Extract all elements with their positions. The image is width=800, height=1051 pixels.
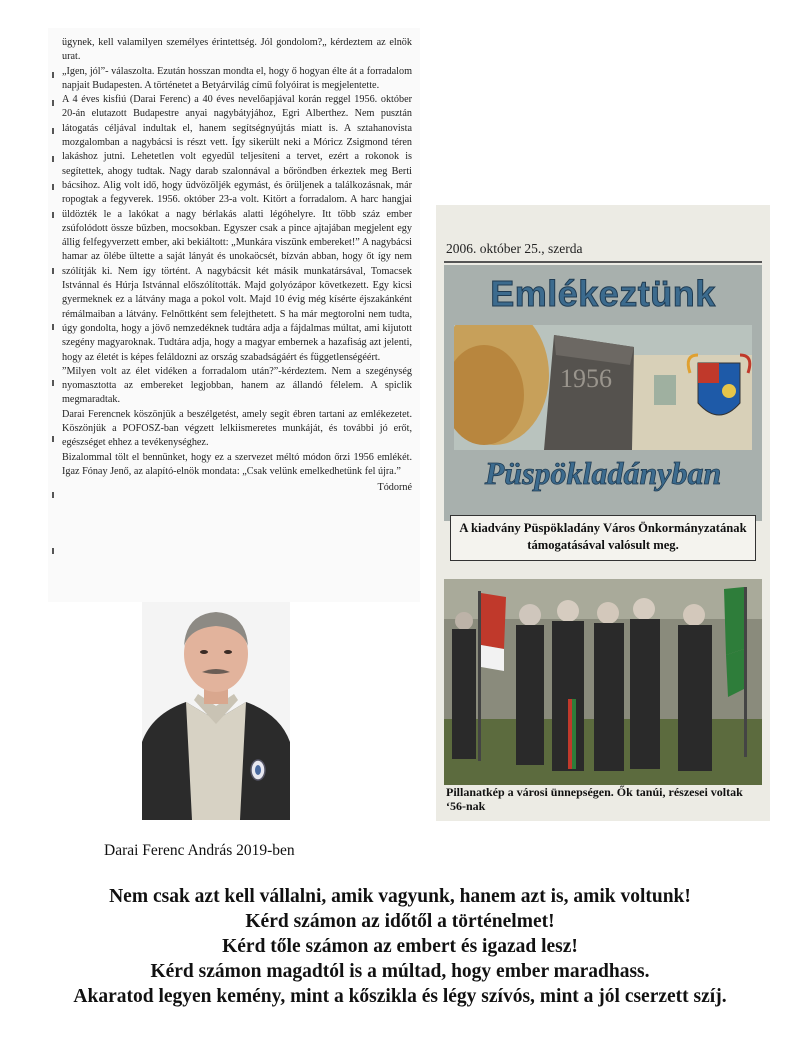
quote-line: Akaratod legyen kemény, mint a kőszikla és légy szívós, mint a jól cserzett szíj. — [73, 986, 727, 1007]
quote-line: Nem csak azt kell vállalni, amik vagyunk, hanem azt is, amik voltunk! — [109, 886, 691, 907]
ceremony-photo — [444, 579, 762, 785]
article-paragraph: Darai Ferencnek köszönjük a beszélgetést, amely segít ébren tartani az emlékezetet. Köszönjük a POFOSZ-ban végzett lelkiismeretes munkáját, és további jó erőt, egészséget ehhez a tevékenységhez. — [62, 408, 412, 449]
monument-year: 1956 — [560, 364, 612, 393]
clipping-rule — [444, 261, 762, 263]
article-signature: Tódorné — [377, 482, 412, 494]
article-paragraph: ügynek, kell valamilyen személyes érintettség. Jól gondolom?„ kérdeztem az elnök urat. — [62, 37, 412, 63]
article-paragraph: A 4 éves kisfiú (Darai Ferenc) a 40 éves nevelőapjával korán reggel 1956. október 20-án elutazott Budapestre anyai nagybátyjához, Egri Alberthez. Nem pusztán látogatás céljával indultak el, hanem segítségnyújtás miatt is. A sztahanovista mozgalomban a nagybácsi is részt vett. Így sikerült neki a Móricz Zsigmond téren lakáshoz jutni. Lehetetlen volt egyedül teljesíteni a tervet, ezért a rokonok is segítettek, ahogy tudtak. Nagy darab szalonnával a bőröndben érkeztek meg Berti bácsihoz. Alig volt idő, hogy üdvözöljék egymást, és örüljenek a találkozásnak, már ropogtak a fegyverek. 1956. október 23-a volt. Kitört a forradalom. A harc hangjai üldözték le a lakókat a nagy bérlakás alatti légóhelyre. Itt több száz ember zsúfolódott össze bűzben, mocsokban. Egyszer csak a pince ajtajában megjelent egy állig felfegyverzett ember, aki bekiáltott: „Munkára viszünk embereket!” A nagybácsi hamar az ölébe ültette a saját lányát és unokaöcsét, bízván abban, hogy őt így nem szólítják ki. Nem így történt. A nagybácsit két másik munkatársával, Tomacsek Istvánnal és Húrja Istvánnal előszólították. Majd golyózápor következett. Egy kicsi gyermeknek ez a látvány maga a pokol volt. Majd 10 évig még kísérte éjszakánként rémálmaiban a látvány. Felnőttként sem felejthetett. S ha már megtorolni nem tudta, úgy gondolta, hogy a jövő nemzedéknek tudtára adja a fájdalmas múltat, ami kijutott szegény magyaroknak. Tudtára adja, hogy a magyar embernek a hazafiság azt jelenti, hogy az életét is képes feláldozni az ország szabadságáért és függetlenségéért. — [62, 94, 412, 363]
quote-line: Kérd számon az időtől a történelmet! — [245, 911, 555, 932]
monument-photo — [454, 325, 752, 450]
quote-line: Kérd tőle számon az embert és igazad lesz! — [222, 936, 578, 957]
newspaper-clipping — [436, 205, 770, 821]
article-body — [48, 36, 420, 479]
masthead-title: Emlékeztünk — [490, 273, 716, 314]
margin-marks — [52, 72, 58, 552]
masthead-subtitle: Püspökladányban — [484, 455, 722, 491]
subsidy-note: A kiadvány Püspökladány Város Önkormányzatának támogatásával valósult meg. — [450, 515, 756, 561]
clipping-date: 2006. október 25., szerda — [446, 241, 583, 256]
article-paragraph: ”Milyen volt az élet vidéken a forradalom után?”-kérdeztem. Nem a szegénység nyomasztotta az embereket legjobban, hanem az állandó félelem. A spiclik megmaradtak. — [62, 365, 412, 406]
portrait-illustration — [142, 602, 290, 820]
closing-quote — [0, 884, 800, 1009]
masthead — [444, 265, 762, 521]
article-paragraph: Bizalommal tölt el bennünket, hogy ez a szervezet méltó módon őrzi 1956 emlékét. Igaz Fónay Jenő, az alapító-elnök mondata: „Csak velünk emelkedhetünk fel újra.” — [62, 451, 412, 477]
portrait-caption: Darai Ferenc András 2019-ben — [104, 842, 295, 859]
article-paragraph: „Igen, jól”- válaszolta. Ezután hosszan mondta el, hogy ő hogyan élte át a forradalom napjait Budapesten. A történetet a Betyárvilág című folyóirat is megjelentette. — [62, 65, 412, 91]
article-scan — [48, 28, 420, 602]
portrait-photo — [142, 602, 290, 820]
photo-caption: Pillanatkép a városi ünnepségen. Ők tanúi, részesei voltak ‘56-nak — [446, 785, 743, 813]
quote-line: Kérd számon magadtól is a múltad, hogy ember maradhass. — [150, 961, 650, 982]
